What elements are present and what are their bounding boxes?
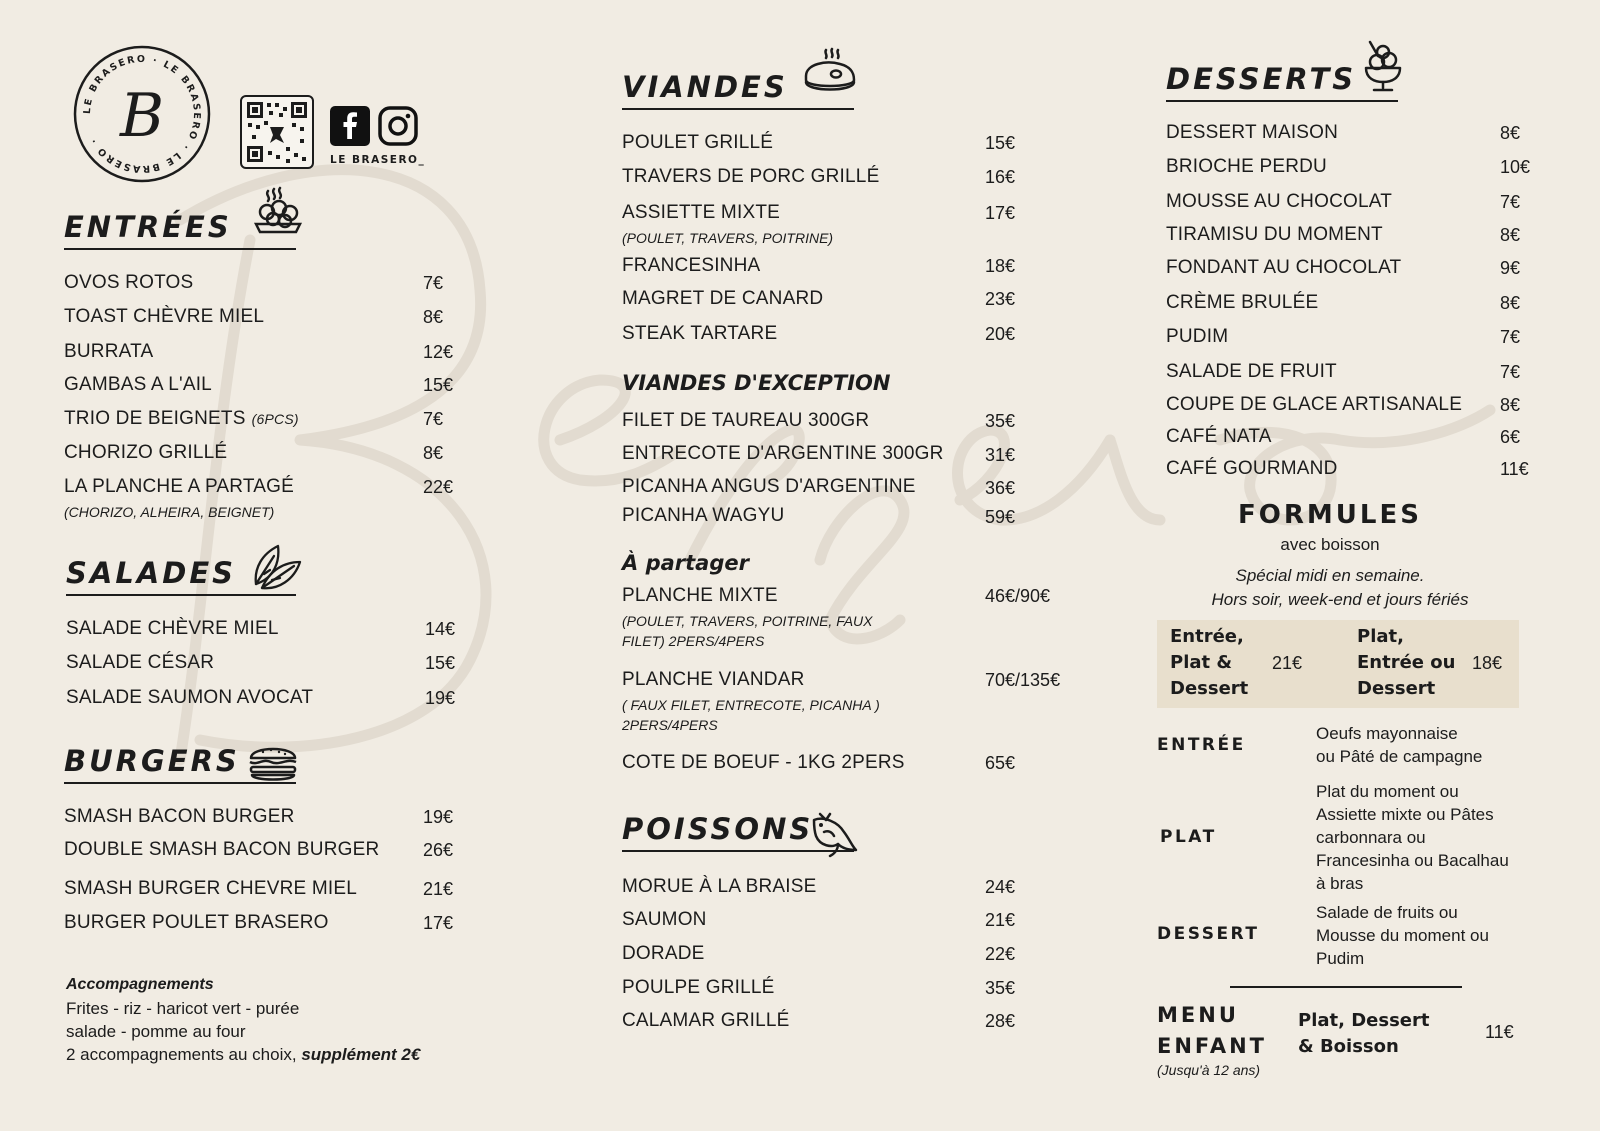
dessert-name: PUDIM [1166, 326, 1229, 347]
formules-note: Hors soir, week-end et jours fériés [1211, 590, 1469, 609]
dessert-name: SALADE DE FRUIT [1166, 361, 1337, 382]
exception-name: PICANHA WAGYU [622, 505, 785, 526]
dessert-price: 8€ [1500, 395, 1521, 415]
partager-note: FILET) 2PERS/4PERS [622, 633, 765, 649]
formule-choice-line: Mousse du moment ou [1316, 926, 1489, 945]
facebook-icon[interactable] [330, 106, 370, 146]
poisson-name: POULPE GRILLÉ [622, 977, 775, 998]
section-title-salades: SALADES [66, 556, 296, 596]
formule-option-line: Entrée ou [1357, 652, 1456, 673]
viande-price: 18€ [985, 256, 1016, 276]
poisson-price: 28€ [985, 1011, 1016, 1031]
accompagnements-title: Accompagnements [66, 976, 214, 993]
burger-name: BURGER POULET BRASERO [64, 912, 329, 933]
dessert-price: 6€ [1500, 427, 1521, 447]
dessert-price: 8€ [1500, 293, 1521, 313]
salade-price: 19€ [425, 688, 456, 708]
accompagnements-line [66, 1043, 420, 1066]
entree-name: BURRATA [64, 341, 154, 362]
viande-price: 16€ [985, 167, 1016, 187]
dessert-price: 7€ [1500, 362, 1521, 382]
entree-note: (CHORIZO, ALHEIRA, BEIGNET) [64, 504, 275, 520]
entree-inline-note: (6PCS) [251, 411, 299, 427]
social-handle: LE BRASERO_ [330, 154, 426, 166]
entree-price: 7€ [423, 409, 444, 429]
ice-cream-cup-icon [1360, 38, 1406, 94]
exception-price: 59€ [985, 507, 1016, 527]
formule-choice-line: à bras [1316, 874, 1364, 893]
menu-enfant-title-line: ENFANT [1157, 1034, 1268, 1058]
entree-price: 8€ [423, 443, 444, 463]
salade-name: SALADE SAUMON AVOCAT [66, 687, 314, 708]
exception-price: 35€ [985, 411, 1016, 431]
appetizer-plate-icon [252, 186, 304, 238]
menu-enfant-desc-line: & Boisson [1298, 1036, 1399, 1057]
dessert-price: 7€ [1500, 327, 1521, 347]
burger-name: SMASH BURGER CHEVRE MIEL [64, 878, 358, 899]
formule-option-line: Entrée, [1170, 626, 1244, 647]
section-title-burgers: BURGERS [64, 744, 296, 784]
entree-name: LA PLANCHE A PARTAGÉ [64, 476, 294, 497]
partager-note: ( FAUX FILET, ENTRECOTE, PICANHA ) [622, 697, 880, 713]
burger-name: DOUBLE SMASH BACON BURGER [64, 839, 380, 860]
section-title-a-partager: À partager [622, 551, 749, 575]
dessert-price: 8€ [1500, 225, 1521, 245]
dessert-price: 8€ [1500, 123, 1521, 143]
formule-option-line: Dessert [1170, 678, 1249, 699]
viande-name: TRAVERS DE PORC GRILLÉ [622, 166, 880, 187]
menu-enfant-age: (Jusqu'à 12 ans) [1157, 1062, 1261, 1078]
formule-dessert-label: DESSERT [1157, 924, 1260, 944]
viande-name: ASSIETTE MIXTE [622, 202, 780, 223]
burger-price: 21€ [423, 879, 454, 899]
exception-name: FILET DE TAUREAU 300GR [622, 410, 870, 431]
leaves-icon [250, 540, 306, 596]
formule-option-2-price: 18€ [1472, 653, 1503, 673]
salade-name: SALADE CÉSAR [66, 652, 215, 673]
formule-option-line: Plat, [1357, 626, 1404, 647]
viande-price: 17€ [985, 203, 1016, 223]
dessert-price: 11€ [1500, 459, 1529, 479]
section-title-poissons: POISSONS [622, 812, 854, 852]
formule-option-1-price: 21€ [1272, 653, 1303, 673]
viande-name: STEAK TARTARE [622, 323, 778, 344]
formule-option-2 [1357, 624, 1455, 702]
poisson-price: 35€ [985, 978, 1016, 998]
accompagnements-choice: 2 accompagnements au choix, [66, 1045, 302, 1064]
entree-price: 22€ [423, 477, 454, 497]
menu-enfant-desc [1298, 1008, 1429, 1060]
poisson-name: CALAMAR GRILLÉ [622, 1010, 790, 1031]
menu-enfant-price: 11€ [1485, 1022, 1514, 1042]
burger-price: 19€ [423, 807, 454, 827]
dessert-name: FONDANT AU CHOCOLAT [1166, 257, 1402, 278]
entree-name: GAMBAS A L'AIL [64, 374, 212, 395]
accompagnements-line: salade - pomme au four [66, 1022, 246, 1041]
dessert-name: CRÈME BRULÉE [1166, 292, 1319, 313]
menu-enfant-divider [1230, 986, 1462, 988]
salade-price: 15€ [425, 653, 456, 673]
logo-ring-text: LE BRASERO · LE BRASERO · LE BRASERO · [81, 53, 203, 175]
dessert-name: TIRAMISU DU MOMENT [1166, 224, 1383, 245]
menu-enfant-title-line: MENU [1157, 1003, 1239, 1027]
section-title-desserts: DESSERTS [1166, 62, 1398, 102]
viande-price: 15€ [985, 133, 1016, 153]
dessert-price: 9€ [1500, 258, 1521, 278]
viande-price: 23€ [985, 289, 1016, 309]
section-title-viandes: VIANDES [622, 70, 854, 110]
formule-choice-line: Plat du moment ou [1316, 782, 1459, 801]
formules-title: FORMULES [1238, 500, 1422, 530]
entree-price: 7€ [423, 273, 444, 293]
partager-note: (POULET, TRAVERS, POITRINE, FAUX [622, 613, 873, 629]
logo-initial: B [119, 81, 165, 151]
dessert-price: 10€ [1500, 157, 1531, 177]
menu-enfant-desc-line: Plat, Dessert [1298, 1010, 1430, 1031]
poisson-name: DORADE [622, 943, 705, 964]
formule-choice-line: Assiette mixte ou Pâtes [1316, 805, 1494, 824]
qr-code[interactable] [240, 95, 314, 169]
partager-price: 46€/90€ [985, 586, 1051, 606]
dessert-name: COUPE DE GLACE ARTISANALE [1166, 394, 1463, 415]
formule-plat-label: PLAT [1160, 827, 1217, 847]
formule-choice-line: ou Pâté de campagne [1316, 747, 1483, 766]
section-title-entrees: ENTRÉES [64, 210, 296, 250]
poisson-price: 24€ [985, 877, 1016, 897]
entree-name: OVOS ROTOS [64, 272, 194, 293]
exception-price: 36€ [985, 478, 1016, 498]
formule-choice-line: Oeufs mayonnaise [1316, 724, 1458, 743]
dessert-name: MOUSSE AU CHOCOLAT [1166, 191, 1393, 212]
partager-name: COTE DE BOEUF - 1KG 2PERS [622, 752, 905, 773]
poisson-price: 21€ [985, 910, 1016, 930]
partager-price: 70€/135€ [985, 670, 1061, 690]
formule-option-1 [1170, 624, 1248, 702]
formule-dessert-choices [1316, 901, 1489, 970]
poisson-name: SAUMON [622, 909, 707, 930]
entree-name: TRIO DE BEIGNETS [64, 408, 246, 429]
steak-icon [802, 46, 858, 98]
salade-name: SALADE CHÈVRE MIEL [66, 618, 279, 639]
dessert-name: BRIOCHE PERDU [1166, 156, 1327, 177]
dessert-name: CAFÉ NATA [1166, 426, 1272, 447]
entree-item-trio [64, 408, 299, 430]
dessert-name: DESSERT MAISON [1166, 122, 1339, 143]
accompagnements-line: Frites - riz - haricot vert - purée [66, 999, 300, 1018]
dessert-price: 7€ [1500, 192, 1521, 212]
formules-subtitle: avec boisson [1280, 535, 1380, 554]
formule-choice-line: Pudim [1316, 949, 1365, 968]
burger-name: SMASH BACON BURGER [64, 806, 295, 827]
burger-price: 26€ [423, 840, 454, 860]
burger-icon [247, 740, 299, 784]
formule-choice-line: carbonnara ou [1316, 828, 1426, 847]
entree-price: 12€ [423, 342, 454, 362]
menu-enfant-title [1157, 1000, 1267, 1062]
poisson-price: 22€ [985, 944, 1016, 964]
entree-price: 8€ [423, 307, 444, 327]
entree-name: TOAST CHÈVRE MIEL [64, 306, 265, 327]
viande-note: (POULET, TRAVERS, POITRINE) [622, 230, 834, 246]
formule-entree-choices [1316, 722, 1482, 768]
formule-option-line: Plat & [1170, 652, 1233, 673]
fish-icon [808, 810, 860, 858]
dessert-name: CAFÉ GOURMAND [1166, 458, 1338, 479]
partager-name: PLANCHE MIXTE [622, 585, 778, 606]
entree-name: CHORIZO GRILLÉ [64, 442, 228, 463]
formule-plat-choices [1316, 780, 1509, 895]
exception-name: ENTRECOTE D'ARGENTINE 300GR [622, 443, 944, 464]
exception-price: 31€ [985, 445, 1016, 465]
instagram-icon[interactable] [378, 106, 418, 146]
viande-name: POULET GRILLÉ [622, 132, 774, 153]
burger-price: 17€ [423, 913, 454, 933]
viande-price: 20€ [985, 324, 1016, 344]
section-title-viandes-exception: VIANDES D'EXCEPTION [622, 371, 891, 395]
salade-price: 14€ [425, 619, 456, 639]
exception-name: PICANHA ANGUS D'ARGENTINE [622, 476, 916, 497]
formules-note: Spécial midi en semaine. [1235, 566, 1425, 585]
partager-name: PLANCHE VIANDAR [622, 669, 805, 690]
accompagnements-supplement: supplément 2€ [301, 1045, 421, 1064]
formule-entree-label: ENTRÉE [1157, 735, 1246, 755]
viande-name: FRANCESINHA [622, 255, 761, 276]
brand-logo [72, 44, 212, 184]
partager-price: 65€ [985, 753, 1016, 773]
entree-price: 15€ [423, 375, 454, 395]
poisson-name: MORUE À LA BRAISE [622, 876, 817, 897]
viande-name: MAGRET DE CANARD [622, 288, 824, 309]
formule-option-line: Dessert [1357, 678, 1436, 699]
partager-note: 2PERS/4PERS [622, 717, 718, 733]
formule-choice-line: Francesinha ou Bacalhau [1316, 851, 1509, 870]
formule-choice-line: Salade de fruits ou [1316, 903, 1458, 922]
